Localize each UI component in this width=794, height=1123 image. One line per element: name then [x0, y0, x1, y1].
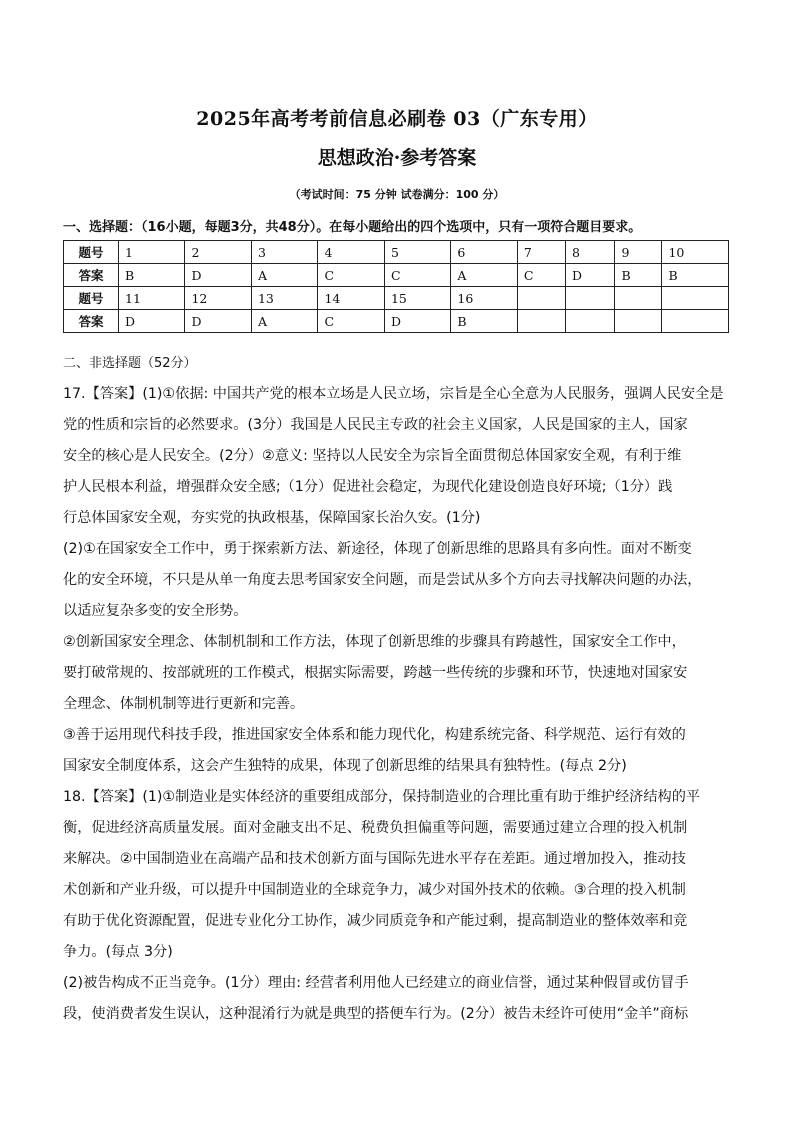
q18-line: 来解决。②中国制造业在高端产品和技术创新方面与国际先进水平存在差距。通过增加投入，推动技	[63, 851, 686, 867]
question-number-cell: 10	[662, 241, 729, 264]
question-number-cell	[517, 287, 565, 310]
question-number-cell: 14	[318, 287, 384, 310]
exam-info: （考试时间：75 分钟 试卷满分：100 分）	[289, 188, 505, 201]
answer-row	[64, 264, 729, 287]
question-number-cell: 13	[251, 287, 317, 310]
answer-cell: C	[318, 264, 384, 287]
question-number-cell: 8	[566, 241, 615, 264]
question-number-cell: 1	[119, 241, 185, 264]
q18-line: 争力。(每点 3分)	[63, 944, 173, 960]
q18-line: 段，使消费者发生误认，这种混淆行为就是典型的搭便车行为。(2分）被告未经许可使用“金羊”商标	[63, 1006, 689, 1022]
question-number-cell: 9	[615, 241, 662, 264]
q17-line: 17.【答案】(1)①依据: 中国共产党的根本立场是人民立场，宗旨是全心全意为人民服务，强调人民安全是	[63, 386, 724, 402]
q17-line: 全理念、体制机制等进行更新和完善。	[63, 696, 305, 712]
q17-line: 行总体国家安全观，夯实党的执政根基，保障国家长治久安。(1分)	[63, 510, 481, 526]
question-number-row	[64, 287, 729, 310]
answer-cell	[517, 310, 565, 333]
question-number-cell: 11	[119, 287, 185, 310]
q17-line: 安全的核心是人民安全。(2分）②意义: 坚持以人民安全为宗旨全面贯彻总体国家安全观，有利于维	[63, 448, 682, 464]
question-number-cell: 3	[251, 241, 317, 264]
q17-answer	[63, 379, 731, 782]
question-number-cell: 16	[451, 287, 517, 310]
question-number-cell: 5	[384, 241, 450, 264]
question-number-cell: 2	[185, 241, 251, 264]
q17-line: 国家安全制度体系，这会产生独特的成果，体现了创新思维的结果具有独特性。(每点 2分)	[63, 758, 627, 774]
answer-cell: D	[384, 310, 450, 333]
answer-table	[63, 240, 729, 333]
section1-heading: 一、选择题：（16小题，每题3分，共48分）。在每小题给出的四个选项中，只有一项符合题目要求。	[63, 220, 642, 235]
q17-line: 要打破常规的、按部就班的工作模式，根据实际需要，跨越一些传统的步骤和环节，快速地对国家安	[63, 665, 688, 681]
q17-line: ②创新国家安全理念、体制机制和工作方法，体现了创新思维的步骤具有跨越性，国家安全工作中，	[63, 634, 686, 650]
question-number-row	[64, 241, 729, 264]
answer-cell	[615, 310, 662, 333]
answer-row	[64, 310, 729, 333]
answer-cell: B	[119, 264, 185, 287]
answer-cell: B	[615, 264, 662, 287]
question-number-cell: 7	[517, 241, 565, 264]
question-number-cell: 6	[451, 241, 517, 264]
answer-cell: B	[662, 264, 729, 287]
q18-answer	[63, 782, 731, 1030]
q18-line: 术创新和产业升级，可以提升中国制造业的全球竞争力，减少对国外技术的依赖。③合理的投入机制	[63, 882, 686, 898]
question-number-label: 题号	[64, 287, 119, 310]
question-number-cell	[566, 287, 615, 310]
q18-line: 有助于优化资源配置，促进专业化分工协作，减少同质竞争和产能过剩，提高制造业的整体效率和竞	[63, 913, 688, 929]
document-subtitle: 思想政治·参考答案	[317, 147, 477, 169]
answer-cell: D	[566, 264, 615, 287]
answer-label: 答案	[64, 264, 119, 287]
answer-cell: C	[384, 264, 450, 287]
question-number-cell: 15	[384, 287, 450, 310]
q17-line: (2)①在国家安全工作中，勇于探索新方法、新途径，体现了创新思维的思路具有多向性。面对不断变	[63, 541, 692, 557]
answer-cell: D	[185, 310, 251, 333]
answer-cell: D	[119, 310, 185, 333]
document-title: 2025年高考考前信息必刷卷 03（广东专用）	[196, 108, 598, 130]
answer-cell: A	[251, 264, 317, 287]
answer-cell: A	[251, 310, 317, 333]
answer-cell: D	[185, 264, 251, 287]
question-number-cell	[662, 287, 729, 310]
q18-line: (2)被告构成不正当竞争。(1分）理由: 经营者利用他人已经建立的商业信誉，通过某种假冒或仿冒手	[63, 975, 689, 991]
answer-cell: C	[517, 264, 565, 287]
answer-cell: A	[451, 264, 517, 287]
q17-line: 护人民根本利益，增强群众安全感;（1分）促进社会稳定，为现代化建设创造良好环境;（1分）践	[63, 479, 673, 495]
q17-line: 党的性质和宗旨的必然要求。(3分）我国是人民民主专政的社会主义国家，人民是国家的主人，国家	[63, 417, 688, 433]
question-number-cell: 12	[185, 287, 251, 310]
q17-line: ③善于运用现代科技手段，推进国家安全体系和能力现代化，构建系统完备、科学规范、运行有效的	[63, 727, 686, 743]
q17-line: 化的安全环境，不只是从单一角度去思考国家安全问题，而是尝试从多个方向去寻找解决问题的办法，	[63, 572, 702, 588]
question-number-cell	[615, 287, 662, 310]
answer-cell	[566, 310, 615, 333]
question-number-label: 题号	[64, 241, 119, 264]
answer-cell	[662, 310, 729, 333]
q18-line: 衡，促进经济高质量发展。面对金融支出不足、税费负担偏重等问题，需要通过建立合理的投入机制	[63, 820, 688, 836]
answer-cell: B	[451, 310, 517, 333]
question-number-cell: 4	[318, 241, 384, 264]
q18-line: 18.【答案】(1)①制造业是实体经济的重要组成部分，保持制造业的合理比重有助于维护经济结构的平	[63, 789, 701, 805]
answer-label: 答案	[64, 310, 119, 333]
section2-heading: 二、非选择题（52分）	[63, 356, 197, 371]
q17-line: 以适应复杂多变的安全形势。	[63, 603, 248, 619]
answer-cell: C	[318, 310, 384, 333]
